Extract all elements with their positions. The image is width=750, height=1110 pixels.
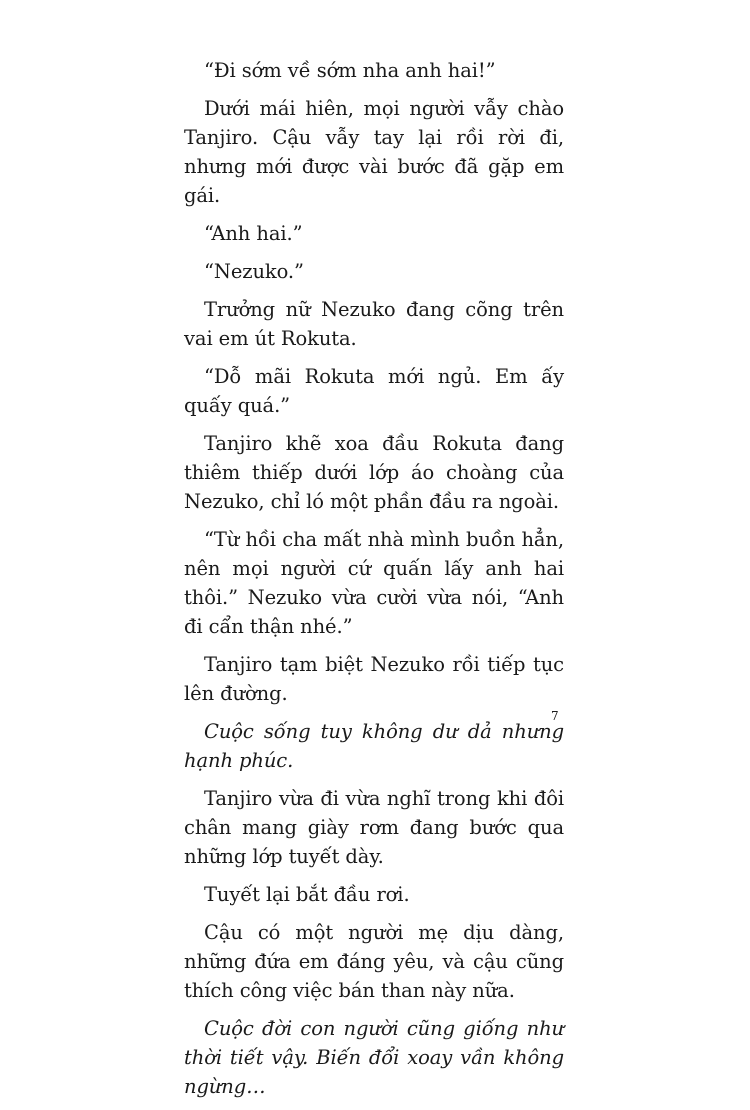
page-body-text [184,56,564,1110]
paragraph: “Đi sớm về sớm nha anh hai!” [204,59,496,82]
paragraph: Tanjiro tạm biệt Nezuko rồi tiếp tục lên đường. [184,653,564,705]
paragraph: Tuyết lại bắt đầu rơi. [204,883,410,906]
paragraph: Tanjiro khẽ xoa đầu Rokuta đang thiêm thiếp dưới lớp áo choàng của Nezuko, chỉ ló một phần đầu ra ngoài. [184,432,564,513]
paragraph: “Từ hồi cha mất nhà mình buồn hẳn, nên mọi người cứ quấn lấy anh hai thôi.” Nezuko vừa cười vừa nói, “Anh đi cẩn thận nhé.” [184,528,564,638]
paragraph: Trưởng nữ Nezuko đang cõng trên vai em út Rokuta. [184,298,564,350]
italic-paragraph: Cuộc đời con người cũng giống như thời tiết vậy. Biến đổi xoay vần không ngừng… [184,1017,564,1098]
paragraph: Dưới mái hiên, mọi người vẫy chào Tanjiro. Cậu vẫy tay lại rồi rời đi, nhưng mới được vài bước đã gặp em gái. [184,97,564,207]
paragraph: Cậu có một người mẹ dịu dàng, những đứa em đáng yêu, và cậu cũng thích công việc bán than này nữa. [184,921,564,1002]
italic-paragraph: Cuộc sống tuy không dư dả nhưng hạnh phúc. [184,720,564,772]
paragraph: Tanjiro vừa đi vừa nghĩ trong khi đôi chân mang giày rơm đang bước qua những lớp tuyết dày. [184,787,564,868]
paragraph: “Anh hai.” [204,222,303,245]
paragraph: “Dỗ mãi Rokuta mới ngủ. Em ấy quấy quá.” [184,365,564,417]
paragraph: “Nezuko.” [204,260,304,283]
page-number: 7 [551,709,559,723]
